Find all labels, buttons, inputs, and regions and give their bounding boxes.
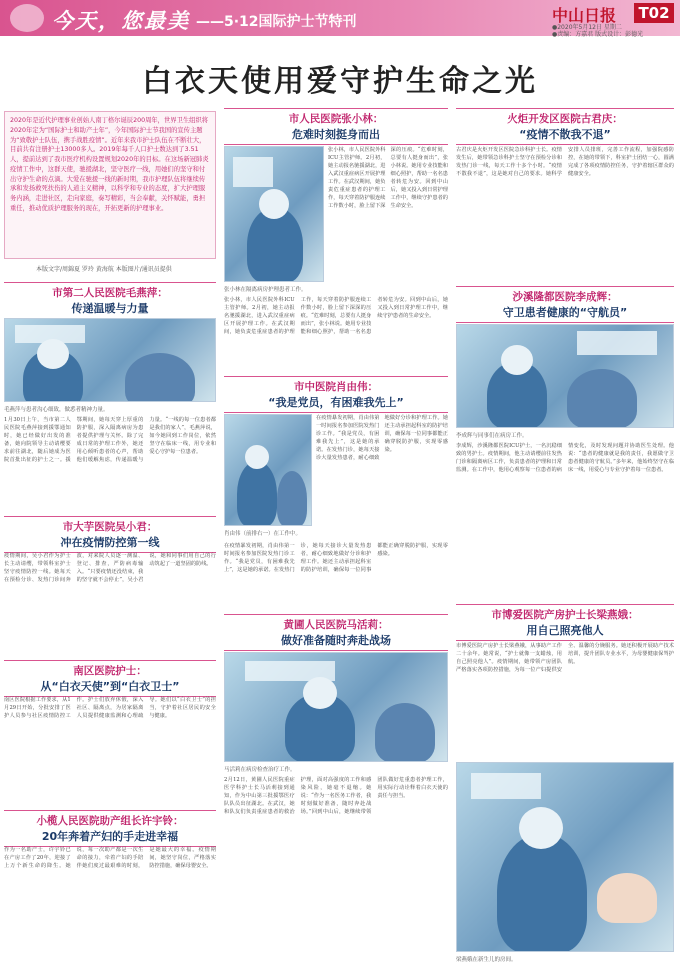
section-header-wu: [4, 516, 216, 553]
section-unit: 市第二人民医院毛燕萍：: [52, 287, 168, 299]
section-unit: 市大芋医院吴小君：: [62, 521, 158, 533]
masthead: [552, 2, 674, 38]
byline: 本版文字/周錦夏 罗玲 黄海航 本版图片/通讯员提供: [36, 266, 172, 273]
article-li: 李成辉，沙溪隆都医院ICU护士，一名沉稳细致的男护士。疫情期间，他主动请缨前往发热门诊和隔离病区工作，负责患者的护理和日常监测。在工作中，他用心观察每一位患者的病情变化，及时发现问题并协助医生处理。他说：“患者的健康就是我的责任，我愿做守卫患者健康的守航员。”多年来，他始终坚守在临床一线，用爱心与专业守护着每一位患者。: [456, 443, 674, 474]
intro-box: 2020年是近代护理事业创始人南丁格尔诞辰200周年，世界卫生组织将2020年定为“国际护士和助产士年”，今年国际护士节我国的宣传主题为“致敬护士队伍，携手战胜疫情”。近年来我市护士队伍在不断壮大，目前共有注册护士13000多人。2019年每千人口护士数达到了3.51人，提前达到了我市医疗机构设置规划2020年的目标。在这场新冠肺炎疫情工作中，这群天使，驰援湖北，坚守医疗一线，用她们的坚守和付出守护生命的点滴。大爱在驰援一线的新时期，我市护理队伍将继续传承和发扬救死扶伤的人道主义精神，以科学和专业的态度，扩大护理服务内涵，走进社区，走向家庭，奏写精彩，当会奉献，关怀赋能，勇担重任，推动优质护理服务的现在，开拓更新的护理事业。: [4, 111, 216, 259]
section-header-liang: [456, 604, 674, 641]
section-unit: 市中医院肖由伟：: [294, 381, 378, 393]
article-xiao-a: 在疫情暴发初期，肖由伟第一时间报名参加医院发热门诊工作。“我是党员，有困难我先上”，这是她的承诺。在发热门诊，她每天接诊大量发热患者，耐心细致地做好分诊和护理工作。她还主动承担起科室的防护培训，确保每一位同事都能正确穿脱防护服，实现零感染。: [316, 415, 448, 462]
page-headline: 白衣天使用爱守护生命之光: [142, 64, 538, 99]
caption-liang: 梁燕娥在新生儿的房间。: [456, 957, 517, 963]
article-liang: 市博爱医院产房护士长梁燕娥，从事助产工作二十余年。她常说，“护士就像一支蜡烛，用自己照亮他人”。疫情期间，她带领产房团队严格落实各项防控措施，为每一位产妇提供安全、温馨的分娩服务。她还积极开展助产技术培训，提升团队专业水平，为母婴健康保驾护航。: [456, 643, 674, 674]
section-title: 传递温暖与力量: [71, 302, 149, 315]
banner-theme: ——5·12国际护士节特刊: [196, 14, 357, 30]
article-xu: 作为一名助产士，许宇铃已在产房工作了20年，迎接了上万个新生命的降生。她说，每一次助产都是一次生命的接力，牵着产妇的手陪伴她们度过最艰难的时刻，是她最大的幸福。疫情期间，她坚守岗位，严格落实防控措施，确保母婴安全。: [4, 847, 216, 870]
section-unit: 沙溪隆都医院李成辉：: [512, 291, 618, 303]
section-title: “疫情不散我不退”: [519, 128, 611, 141]
article-mao: 1月30日上午，当市第二人民医院毛燕萍接到援鄂通知时，她已经做好出发的准备，她向院领导主动请缨要求前往湖北，随后她成为医院首批出征的护士之一。援鄂期间，她每天穿上厚重的防护服，深入隔离病房为患者提供护理与关怀。除了完成日常的护理工作外，她还用心倾听患者的心声，帮助他们缓解焦虑，传递温暖与力量。“一线的每一位患者都是我们的家人”，毛燕萍说，如今她回到工作岗位，依然坚守在临床一线，用专业和爱心守护每一位患者。: [4, 417, 216, 464]
section-header-zhang: [224, 108, 448, 145]
photo-liang: [456, 762, 674, 952]
section-unit: 市人民医院张小林：: [288, 113, 384, 125]
section-header-gu: [456, 108, 674, 145]
section-unit: 市博爱医院产房护士长梁燕娥：: [491, 609, 639, 621]
article-zhang-a: 张小林，市人民医院外科ICU主管护师。2月初，她主动报名驰援湖北，进入武汉重症病区开展护理工作。在武汉期间，她负责危重症患者的护理工作，每天穿着防护服连续工作数小时，脸上留下深深的压痕。“危难时刻，总要有人挺身而出”，张小林说。她用专业技能和细心照护，帮助一名名患者转危为安。回到中山后，她又投入到日常护理工作中，继续守护患者的生命安全。: [328, 147, 448, 210]
photo-li: [456, 324, 674, 428]
section-header-ma: [224, 614, 448, 651]
section-title: 做好准备随时奔赴战场: [281, 634, 391, 647]
section-unit: 黄圃人民医院马活莉：: [283, 619, 389, 631]
photo-ma: [224, 652, 448, 762]
section-unit: 南区医院护士：: [73, 665, 147, 677]
section-unit: 火炬开发区医院古君庆：: [507, 113, 623, 125]
caption-mao: 毛燕萍与患者沟心细致，做悉者精神力量。: [4, 407, 109, 413]
editors-line: ●责编：方嘉君 版式设计：彭德光: [552, 31, 644, 38]
caption-li: 李成辉与同事们在病房工作。: [456, 433, 528, 439]
section-title: 从“白衣天使”到“白衣卫士”: [40, 680, 180, 693]
section-title: 20年奔着产妇的手走进幸福: [41, 830, 179, 843]
article-ma: 2月12日，黄圃人民医院重症医学科护士长马活莉接到通知，作为中山第三批援鄂医疗队队员出征湖北。在武汉，她和队友们负责重症患者的救治护理，面对高强度的工作和感染风险，她毫不退缩。她说：“作为一名医务工作者，我时刻做好准备，随时奔赴战场。”回到中山后，她继续带领团队做好危重患者护理工作，用实际行动诠释着白衣天使的责任与担当。: [224, 777, 448, 816]
article-nanqu: 南区医院根据工作要求，从1月29日开始，分批安排了医护人员参与社区疫情防控工作。护士们放弃休假，深入社区、隔离点，为居家隔离人员提供健康监测和心理疏导。她们以“白衣卫士”的担当，守护着社区居民的安全与健康。: [4, 697, 216, 720]
section-title: “我是党员，有困难我先上”: [268, 396, 404, 409]
caption-zhang: 张小林在隔离病房护理患者工作。: [224, 287, 307, 293]
photo-xiao: [224, 414, 312, 526]
article-xiao-b: 在疫情暴发初期，肖由伟第一时间报名参加医院发热门诊工作。“我是党员，有困难我先上”，这是她的承诺。在发热门诊，她每天接诊大量发热患者，耐心细致地做好分诊和护理工作。她还主动承担起科室的防护培训，确保每一位同事都能正确穿脱防护服，实现零感染。: [224, 543, 448, 574]
article-gu: 古君庆是火炬开发区医院急诊科护士长。疫情发生后，她带领急诊科护士坚守在预检分诊和发热门诊一线，每天工作十多个小时。“疫情不散我不退”，这是她对自己的要求。她科学安排人员排班，完善工作流程，加强院感防控，在她的带领下，科室护士团结一心，圆满完成了各项疫情防控任务，守护着辖区群众的健康安全。: [456, 147, 674, 178]
photo-zhang: [224, 146, 324, 282]
section-header-mao: [4, 282, 216, 319]
section-header-li: [456, 286, 674, 323]
section-title: 守卫患者健康的“守航员”: [502, 306, 628, 319]
caption-xiao: 肖由伟（前排右一）在工作中。: [224, 531, 302, 537]
heart-icon: [10, 4, 44, 32]
article-zhang-b: 张小林，市人民医院外科ICU主管护师。2月初，她主动报名驰援湖北，进入武汉重症病区开展护理工作。在武汉期间，她负责危重症患者的护理工作，每天穿着防护服连续工作数小时，脸上留下深深的压痕。“危难时刻，总要有人挺身而出”，张小林说。她用专业技能和细心照护，帮助一名名患者转危为安。回到中山后，她又投入到日常护理工作中，继续守护患者的生命安全。: [224, 297, 448, 336]
section-title: 冲在疫情防控第一线: [60, 536, 160, 549]
issue-date: ●2020年5月12日 星期二: [552, 24, 622, 31]
article-wu: 疫情期间，吴小君作为护士长主动请缨，带领科室护士坚守疫情防控一线。她每天在预检分诊、发热门诊间奔波，对来院人员逐一测温、登记、排查，严防病毒输入。“只要疫情还没结束，我的坚守就不会停止”，吴小君说，她和同事们用自己的行动筑起了一道坚固的防线。: [4, 553, 216, 584]
section-title: 危难时刻挺身而出: [292, 128, 380, 141]
banner-special-title: 今天，您最美: [52, 9, 190, 33]
section-header-xu: [4, 810, 216, 847]
caption-ma: 马活莉在病房检查治疗工作。: [224, 767, 296, 773]
section-title: 用自己照亮他人: [526, 624, 604, 637]
section-unit: 小榄人民医院助产组长许宇铃：: [36, 815, 184, 827]
page-number: T02: [634, 3, 674, 23]
section-header-xiao: [224, 376, 448, 413]
photo-mao: [4, 318, 216, 402]
section-header-nanqu: [4, 660, 216, 697]
newspaper-logo: 中山日报: [552, 6, 617, 25]
